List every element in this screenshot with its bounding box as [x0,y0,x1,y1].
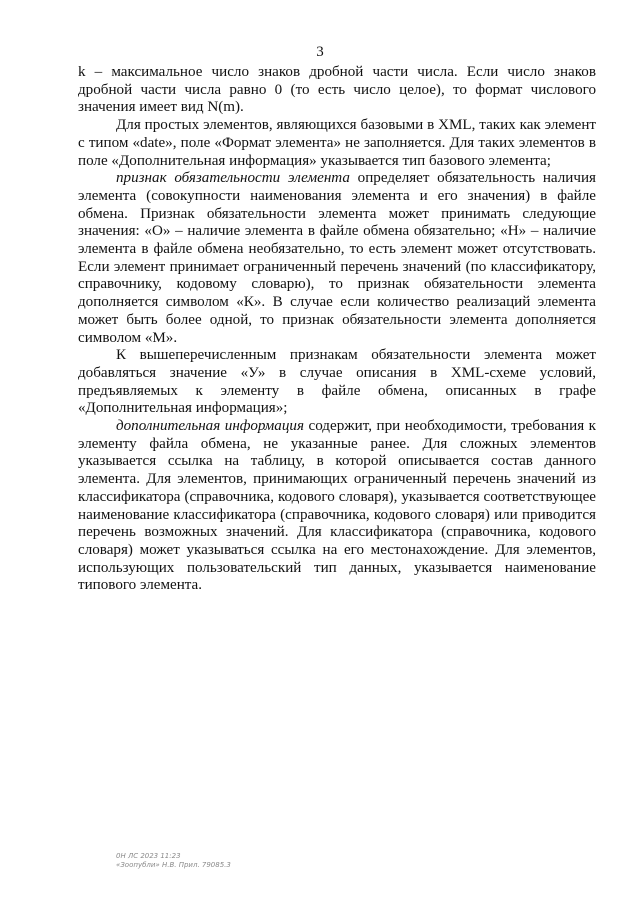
stamp-line-1: 0Н ЛС 2023 11:23 [116,852,181,860]
paragraph-text: определяет обязательность наличия элемента (совокупности наименования элемента и его значения) в файле обмена. Признак обязательности элемента может принимать следующие значения: «О» – наличие элемента в файле обмена обязательно; «Н» – наличие элемента в файле обмена необязательно, то есть элемент может отсутствовать. Если элемент принимает ограниченный перечень значений (по классификатору, справочнику, кодовому словарю), то признак обязательности элемента дополняется символом «К». В случае если количество реализаций элемента может быть более одной, то признак обязательности элемента дополняется символом «М». [78,170,596,346]
page-number: 3 [316,44,324,60]
paragraph-5 [78,418,596,595]
paragraph-text: k – максимальное число знаков дробной части числа. Если число знаков дробной части числа равно 0 (то есть число целое), то формат числового значения имеет вид N(m). [78,64,596,116]
paragraph-text: К вышеперечисленным признакам обязательности элемента может добавляться значение «У» в случае описания в XML-схеме условий, предъявляемых к элементу в файле обмена, описанных в графе «Дополнительная информация»; [78,347,596,417]
paragraph-lead: дополнительная информация [116,418,304,435]
registration-stamp [116,852,231,870]
paragraph-1 [78,64,596,117]
stamp-line-2: «Зоопубли» Н.В. Прил. 79085.3 [116,861,231,869]
paragraph-2 [78,117,596,170]
paragraph-4 [78,347,596,418]
paragraph-text: содержит, при необходимости, требования к элементу файла обмена, не указанные ранее. Для сложных элементов указывается ссылка на таблицу, в которой описывается состав данного элемента. Для элементов, принимающих ограниченный перечень значений из классификатора (справочника, кодового словаря), указывается соответствующее наименование классификатора (справочника, кодового словаря) или приводится перечень возможных значений. Для классификатора (справочника, кодового словаря) может указываться ссылка на его местонахождение. Для элементов, использующих пользовательский тип данных, указывается наименование типового элемента. [78,418,597,594]
body-text [78,64,596,595]
paragraph-lead: признак обязательности элемента [116,170,350,187]
paragraph-text: Для простых элементов, являющихся базовыми в XML, таких как элемент с типом «date», поле «Формат элемента» не заполняется. Для таких элементов в поле «Дополнительная информация» указывается тип базового элемента; [78,117,596,169]
paragraph-3 [78,170,596,347]
